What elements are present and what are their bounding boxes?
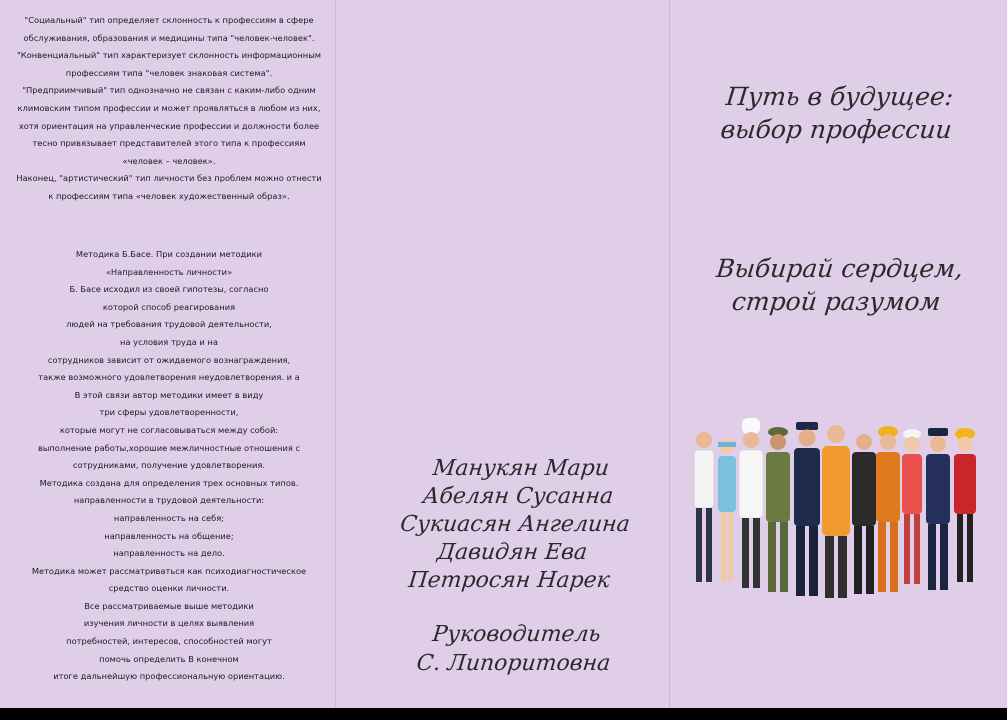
text-line: "Социальный" тип определяет склонность к профессиям в сфере [24, 15, 314, 25]
text-line: «Направленность личности» [105, 266, 233, 277]
text-line: сотрудниками, получение удовлетворения. [72, 460, 266, 471]
supervisor-name: С. Липоритовна [415, 651, 612, 676]
bass-method-text [10, 246, 328, 686]
text-line: Методика Б.Басе. При создании методики [75, 249, 263, 259]
professions-group-illustration [682, 412, 982, 612]
supervisor-label: Руководитель [431, 622, 602, 647]
personality-types-text [10, 12, 328, 206]
text-line: итоге дальнейшую профессиональную ориентацию. [53, 671, 285, 682]
firefighter-figure [876, 426, 900, 592]
police-figure [926, 428, 950, 590]
text-line: Наконец, "артистический" тип личности без проблем можно отнести [16, 173, 322, 184]
pilot-figure [794, 422, 820, 596]
text-line: Методика может рассматриваться как психодиагностическое [31, 565, 307, 576]
fold-line-left [335, 0, 336, 708]
supervisor-block [377, 620, 653, 678]
text-line: изучения личности в целях выявления [83, 618, 255, 629]
text-line: В этой связи автор методики имеет в виду [74, 389, 264, 400]
cook-figure [822, 425, 850, 598]
motto-line: строй разумом [730, 287, 942, 316]
author-name: Сукиасян Ангелина [399, 512, 632, 537]
text-line: три сферы удовлетворенности, [99, 407, 239, 418]
text-line: «человек – человек». [122, 155, 216, 166]
author-name: Абелян Сусанна [421, 484, 615, 509]
text-line: людей на требования трудовой деятельности, [66, 319, 272, 330]
text-line: направленность на дело. [113, 548, 225, 559]
builder-figure [954, 428, 976, 582]
text-line: направленность на общение; [104, 530, 234, 541]
title-line: Путь в будущее: [724, 82, 955, 111]
text-line: помочь определить В конечном [99, 653, 239, 664]
screen-bottom-bar [0, 708, 1007, 720]
doctor-figure [694, 432, 714, 582]
worker-figure [902, 429, 922, 584]
text-line: потребностей, интересов, способностей могут [66, 636, 272, 647]
text-line: на условия труда и на [120, 336, 218, 347]
text-line: обслуживания, образования и медицины типа "человек-человек". [23, 32, 315, 43]
text-line: которой способ реагирования [102, 301, 236, 312]
text-line: направленности в трудовой деятельности: [73, 495, 265, 506]
soldier-figure [766, 427, 790, 592]
authors-list [373, 455, 658, 595]
author-name: Манукян Мари [431, 456, 611, 481]
text-line: тесно привязывает представителей этого типа к профессиям [32, 138, 306, 149]
text-line: выполнение работы,хорошие межличностные отношения с [37, 442, 301, 453]
businessman-figure [852, 434, 876, 594]
text-line: "Конвенциальный" тип характеризует склонность информационным [16, 50, 322, 61]
author-name: Петросян Нарек [407, 568, 612, 593]
author-name: Давидян Ева [435, 540, 589, 565]
fold-line-right [669, 0, 670, 708]
text-line: также возможного удовлетворения неудовлетворения. и а [38, 372, 300, 383]
nurse-figure [718, 439, 736, 583]
text-line: Б. Басе исходил из своей гипотезы, согласно [69, 284, 269, 295]
motto [679, 252, 998, 318]
text-line: климовским типом профессии и может проявляться в любом из них, [17, 102, 321, 113]
text-line: сотрудников зависит от ожидаемого вознаграждения, [47, 354, 291, 365]
text-line: Все рассматриваемые выше методики [84, 600, 254, 611]
text-line: которые могут не согласовываться между собой: [59, 424, 279, 435]
chef-figure [739, 418, 763, 588]
brochure-title [679, 80, 998, 146]
text-line: профессиям типа "человек знаковая система". [65, 67, 273, 78]
text-line: средство оценки личности. [108, 583, 230, 594]
text-line: направленность на себя; [113, 512, 225, 523]
text-line: к профессиям типа «человек художественный образ». [48, 190, 290, 201]
title-line: выбор профессии [719, 115, 954, 144]
motto-line: Выбирай сердцем, [714, 254, 965, 283]
text-line: хотя ориентация на управленческие профессии и должности более [18, 120, 320, 131]
text-line: Методика создана для определения трех основных типов. [39, 477, 299, 488]
text-line: "Предприимчивый" тип однозначно не связан с каким-либо одним [22, 85, 316, 96]
